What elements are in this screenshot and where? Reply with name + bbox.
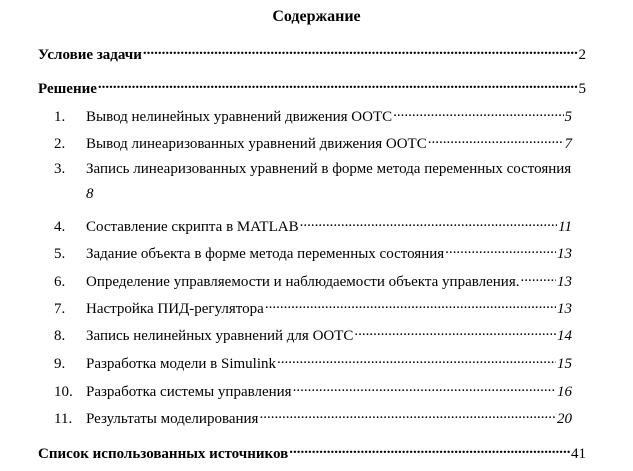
toc-subentry-page: 14 <box>557 328 572 344</box>
toc-subentry-11[interactable] <box>54 408 572 428</box>
toc-subentry-page: 5 <box>564 109 572 125</box>
toc-entry-label: Условие задачи <box>38 47 142 63</box>
toc-subentry-label: Настройка ПИД-регулятора <box>86 301 264 317</box>
toc-subentry-4[interactable] <box>54 216 572 236</box>
toc-subentry-number: 9. <box>54 356 66 372</box>
toc-entry-page: 41 <box>571 446 586 462</box>
dot-leader <box>354 325 556 340</box>
toc-subentry-number: 11. <box>54 411 73 427</box>
toc-subentry-page: 13 <box>557 246 572 262</box>
dot-leader <box>143 44 578 59</box>
toc-subentry-5[interactable] <box>54 243 572 263</box>
toc-subentry-page: 13 <box>557 274 572 290</box>
toc-subentry-label: Определение управляемости и наблюдаемости объекта управления. <box>86 274 520 290</box>
toc-subentry-2[interactable] <box>54 133 572 153</box>
dot-leader <box>98 78 578 93</box>
toc-entry-label: Список использованных источников <box>38 446 289 462</box>
dot-leader <box>428 133 564 148</box>
toc-subentry-page: 7 <box>564 136 572 152</box>
toc-subentry-7[interactable] <box>54 298 572 318</box>
toc-subentry-number: 10. <box>54 384 73 400</box>
toc-subentry-6[interactable] <box>54 271 572 291</box>
toc-subentry-number: 2. <box>54 136 66 152</box>
toc-subentry-page: 20 <box>557 411 572 427</box>
toc-subentry-label: Составление скрипта в MATLAB <box>86 219 299 235</box>
dot-leader <box>520 271 556 286</box>
toc-subentry-label: Запись нелинейных уравнений для ООТС <box>86 328 354 344</box>
toc-subentry-label: Задание объекта в форме метода переменных состояния <box>86 246 445 262</box>
toc-subentry-8[interactable] <box>54 325 572 345</box>
toc-subentry-page: 8 <box>86 186 94 202</box>
toc-subentry-label: Запись линеаризованных уравнений в форме метода переменных состояния <box>86 161 572 177</box>
toc-entry-page: 2 <box>578 47 586 63</box>
toc-subentry-number: 1. <box>54 109 66 125</box>
toc-subentry-label: Вывод линеаризованных уравнений движения ООТС <box>86 136 427 152</box>
toc-entry-task[interactable] <box>38 44 586 64</box>
toc-entry-solution[interactable] <box>38 78 586 98</box>
dot-leader <box>393 106 563 121</box>
toc-subentry-1[interactable] <box>54 106 572 126</box>
toc-subentry-page: 13 <box>557 301 572 317</box>
toc-entry-sources[interactable] <box>38 443 586 463</box>
toc-entry-label: Решение <box>38 81 97 97</box>
toc-subentry-label: Разработка модели в Simulink <box>86 356 276 372</box>
toc-subentry-number: 4. <box>54 219 66 235</box>
toc-title: Содержание <box>272 8 361 25</box>
toc-subentry-9[interactable] <box>54 353 572 373</box>
dot-leader <box>445 243 556 258</box>
dot-leader <box>300 216 558 231</box>
toc-subentry-number: 7. <box>54 301 66 317</box>
toc-subentry-number: 3. <box>54 161 66 177</box>
dot-leader <box>293 381 556 396</box>
toc-subentry-number: 6. <box>54 274 66 290</box>
dot-leader <box>265 298 556 313</box>
dot-leader <box>259 408 556 423</box>
toc-entry-page: 5 <box>578 81 586 97</box>
dot-leader <box>277 353 556 368</box>
toc-subentry-page: 16 <box>557 384 572 400</box>
toc-subentry-page: 15 <box>557 356 572 372</box>
toc-subentry-number: 8. <box>54 328 66 344</box>
toc-subentry-10[interactable] <box>54 381 572 401</box>
toc-subentry-label: Вывод нелинейных уравнений движения ООТС <box>86 109 393 125</box>
dot-leader <box>289 443 570 458</box>
toc-subentry-label: Результаты моделирования <box>86 411 259 427</box>
toc-subentry-number: 5. <box>54 246 66 262</box>
toc-subentry-page: 11 <box>558 219 572 235</box>
toc-subentry-label: Разработка системы управления <box>86 384 292 400</box>
